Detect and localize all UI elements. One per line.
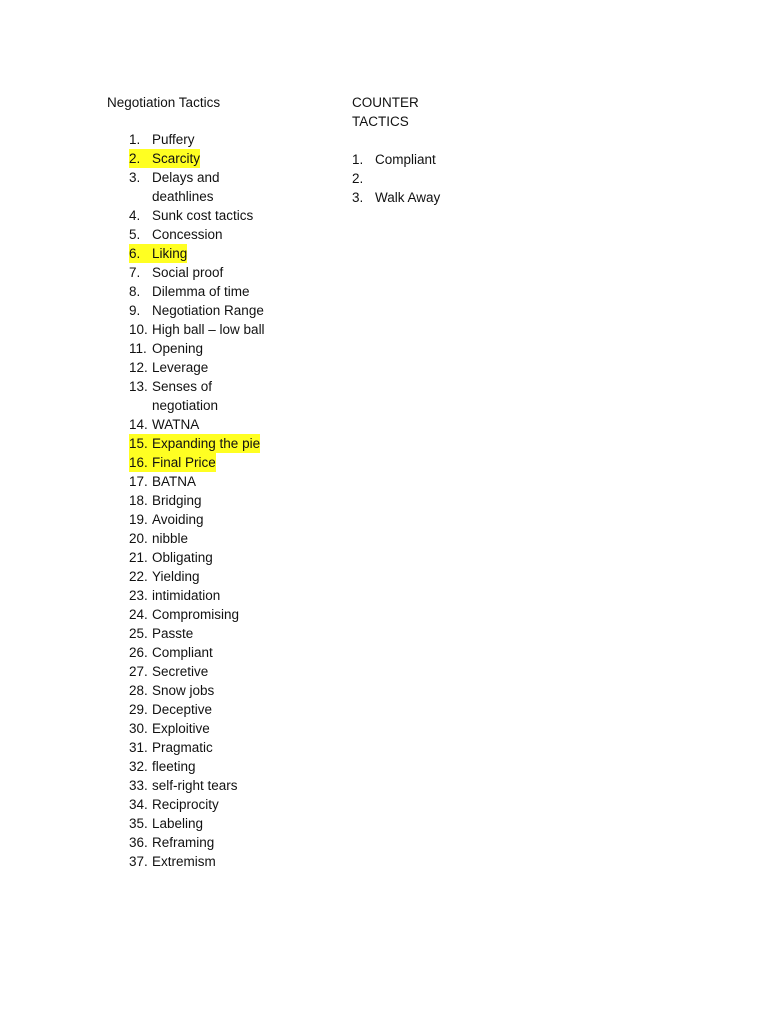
tactic-item [129, 415, 269, 434]
list-number: 15. [129, 434, 152, 453]
list-number: 16. [129, 453, 152, 472]
list-label: Dilemma of time [152, 284, 250, 299]
list-label: Compliant [152, 645, 213, 660]
list-label: Sunk cost tactics [152, 208, 254, 223]
tactic-item [129, 225, 269, 244]
list-number: 6. [129, 244, 152, 263]
list-number: 13. [129, 379, 148, 394]
tactic-item [129, 605, 269, 624]
tactics-list [129, 130, 269, 871]
list-number: 12. [129, 360, 148, 375]
tactic-item [129, 795, 269, 814]
list-number: 1. [352, 152, 364, 167]
list-label: Labeling [152, 816, 204, 831]
list-label: Leverage [152, 360, 209, 375]
list-label: Final Price [152, 455, 216, 470]
list-number: 2. [352, 171, 364, 186]
list-label: Extremism [152, 854, 216, 869]
list-label: Avoiding [152, 512, 204, 527]
list-label: Delays and deathlines [152, 170, 220, 204]
list-label: Compromising [152, 607, 240, 622]
list-label: Pragmatic [152, 740, 213, 755]
list-number: 21. [129, 550, 148, 565]
list-number: 31. [129, 740, 148, 755]
list-number: 10. [129, 322, 148, 337]
list-label: Expanding the pie [152, 436, 261, 451]
tactic-item [129, 244, 269, 263]
list-label: Passte [152, 626, 194, 641]
tactic-item [129, 852, 269, 871]
list-number: 7. [129, 265, 141, 280]
list-number: 22. [129, 569, 148, 584]
tactic-item [129, 130, 269, 149]
list-label: Liking [152, 246, 188, 261]
counter-tactic-item [352, 169, 492, 188]
list-number: 11. [129, 341, 147, 356]
list-number: 25. [129, 626, 148, 641]
list-number: 9. [129, 303, 141, 318]
list-number: 30. [129, 721, 148, 736]
list-label: self-right tears [152, 778, 238, 793]
tactic-item [129, 510, 269, 529]
list-label: Secretive [152, 664, 209, 679]
list-number: 35. [129, 816, 148, 831]
tactic-item [129, 453, 269, 472]
list-label: Senses of negotiation [152, 379, 219, 413]
tactic-item [129, 491, 269, 510]
list-number: 20. [129, 531, 148, 546]
list-label: Walk Away [375, 190, 441, 205]
list-label: Deceptive [152, 702, 213, 717]
list-number: 28. [129, 683, 148, 698]
list-label: Compliant [375, 152, 436, 167]
tactic-item [129, 548, 269, 567]
list-number: 14. [129, 417, 148, 432]
right-column-heading: COUNTER TACTICS [352, 95, 419, 129]
list-label: Opening [152, 341, 204, 356]
counter-tactic-item [352, 150, 492, 169]
tactic-item [129, 320, 269, 339]
list-number: 29. [129, 702, 148, 717]
list-label: BATNA [152, 474, 197, 489]
list-number: 19. [129, 512, 148, 527]
list-number: 5. [129, 227, 141, 242]
counter-tactics-list [352, 150, 492, 207]
list-label: Social proof [152, 265, 224, 280]
list-label: Yielding [152, 569, 200, 584]
tactic-item [129, 624, 269, 643]
tactic-item [129, 301, 269, 320]
list-label: WATNA [152, 417, 200, 432]
list-number: 4. [129, 208, 141, 223]
list-label: Bridging [152, 493, 202, 508]
tactic-item [129, 757, 269, 776]
tactic-item [129, 719, 269, 738]
tactic-item [129, 282, 269, 301]
list-label: Obligating [152, 550, 213, 565]
list-number: 3. [352, 190, 364, 205]
tactic-item [129, 567, 269, 586]
tactic-item [129, 662, 269, 681]
tactic-item [129, 377, 269, 415]
list-label: Snow jobs [152, 683, 215, 698]
list-number: 34. [129, 797, 148, 812]
list-number: 8. [129, 284, 141, 299]
left-column-heading: Negotiation Tactics [107, 95, 221, 110]
tactic-item [129, 814, 269, 833]
list-label: Exploitive [152, 721, 210, 736]
list-label: fleeting [152, 759, 196, 774]
list-label: nibble [152, 531, 189, 546]
list-label: Scarcity [152, 151, 201, 166]
list-number: 18. [129, 493, 148, 508]
tactic-item [129, 529, 269, 548]
tactic-item [129, 206, 269, 225]
counter-tactic-item [352, 188, 492, 207]
tactic-item [129, 339, 269, 358]
tactic-item [129, 681, 269, 700]
list-label: Concession [152, 227, 223, 242]
list-label: High ball – low ball [152, 322, 265, 337]
list-number: 27. [129, 664, 148, 679]
tactic-item [129, 472, 269, 491]
list-label: Reciprocity [152, 797, 219, 812]
list-number: 17. [129, 474, 148, 489]
tactic-item [129, 168, 269, 206]
tactic-item [129, 643, 269, 662]
tactic-item [129, 700, 269, 719]
list-number: 33. [129, 778, 148, 793]
list-label: Reframing [152, 835, 215, 850]
tactic-item [129, 776, 269, 795]
list-number: 26. [129, 645, 148, 660]
tactic-item [129, 434, 269, 453]
tactic-item [129, 358, 269, 377]
list-number: 24. [129, 607, 148, 622]
list-label: Negotiation Range [152, 303, 264, 318]
list-label: intimidation [152, 588, 221, 603]
tactic-item [129, 833, 269, 852]
list-number: 32. [129, 759, 148, 774]
list-number: 3. [129, 170, 141, 185]
list-label: Puffery [152, 132, 195, 147]
list-number: 2. [129, 149, 152, 168]
list-number: 1. [129, 132, 141, 147]
tactic-item [129, 586, 269, 605]
list-number: 36. [129, 835, 148, 850]
tactic-item [129, 149, 269, 168]
list-number: 23. [129, 588, 148, 603]
tactic-item [129, 263, 269, 282]
list-number: 37. [129, 854, 148, 869]
tactic-item [129, 738, 269, 757]
